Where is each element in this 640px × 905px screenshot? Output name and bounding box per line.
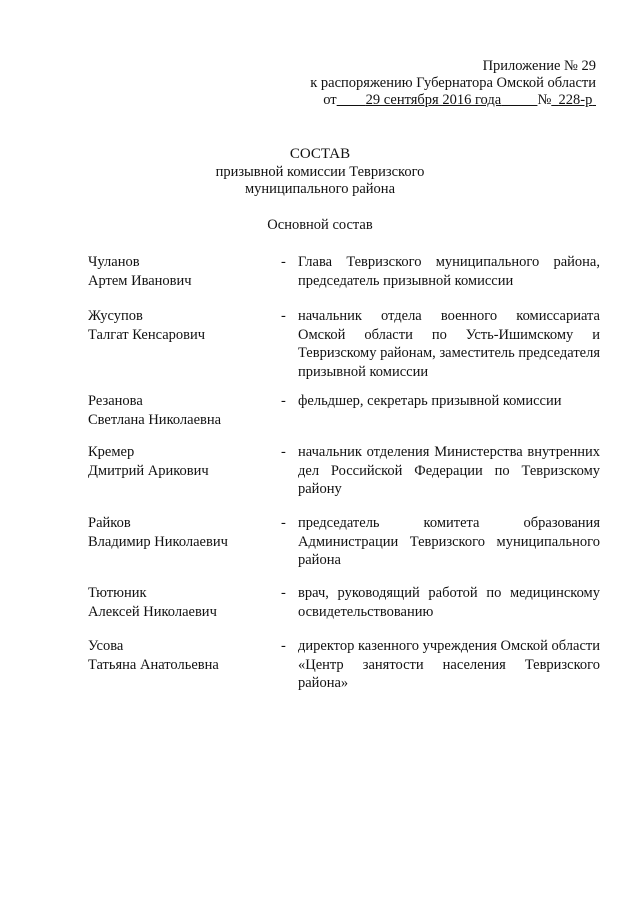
- member-name: Жусупов Талгат Кенсарович: [88, 308, 206, 343]
- member-dash: -: [281, 638, 286, 654]
- member-dash: -: [281, 515, 286, 531]
- member-role: председатель комитета образования Администрации Тевризского муниципального района: [298, 515, 600, 568]
- member-role: директор казенного учреждения Омской области «Центр занятости населения Тевризского района»: [298, 638, 600, 691]
- subtitle-line-1: призывной комиссии Тевризского: [215, 164, 425, 180]
- member-role: фельдшер, секретарь призывной комиссии: [298, 393, 562, 409]
- member-name: Кремер Дмитрий Арикович: [88, 444, 209, 479]
- member-name: Усова Татьяна Анатольевна: [88, 638, 219, 673]
- member-dash: -: [281, 393, 286, 409]
- order-reference: к распоряжению Губернатора Омской области: [310, 75, 596, 91]
- date-prefix: от: [323, 92, 337, 108]
- member-name: Райков Владимир Николаевич: [88, 515, 228, 550]
- member-dash: -: [281, 254, 286, 270]
- member-name: Чуланов Артем Иванович: [88, 254, 192, 289]
- document-title: СОСТАВ: [289, 146, 351, 162]
- order-date: 29 сентября 2016 года: [365, 92, 502, 108]
- member-role: начальник отделения Министерства внутренних дел Российской Федерации по Тевризскому району: [298, 444, 600, 497]
- member-dash: -: [281, 444, 286, 460]
- member-name: Резанова Светлана Николаевна: [88, 393, 222, 428]
- order-date-line: [310, 92, 596, 109]
- number-prefix: №: [537, 92, 552, 108]
- appendix-number: Приложение № 29: [482, 58, 596, 74]
- member-dash: -: [281, 308, 286, 324]
- section-heading: Основной состав: [267, 217, 373, 233]
- order-number: 228-р: [558, 92, 593, 108]
- subtitle-line-2: муниципального района: [245, 181, 395, 197]
- document-header: [310, 58, 596, 109]
- document-subtitle: [0, 164, 640, 198]
- member-role: Глава Тевризского муниципального района, председатель призывной комиссии: [298, 254, 600, 289]
- member-role: начальник отдела военного комиссариата Омской области по Усть-Ишимскому и Тевризскому районам, заместитель председателя призывной комиссии: [298, 308, 600, 380]
- member-role: врач, руководящий работой по медицинскому освидетельствованию: [298, 585, 600, 620]
- member-name: Тютюник Алексей Николаевич: [88, 585, 217, 620]
- member-dash: -: [281, 585, 286, 601]
